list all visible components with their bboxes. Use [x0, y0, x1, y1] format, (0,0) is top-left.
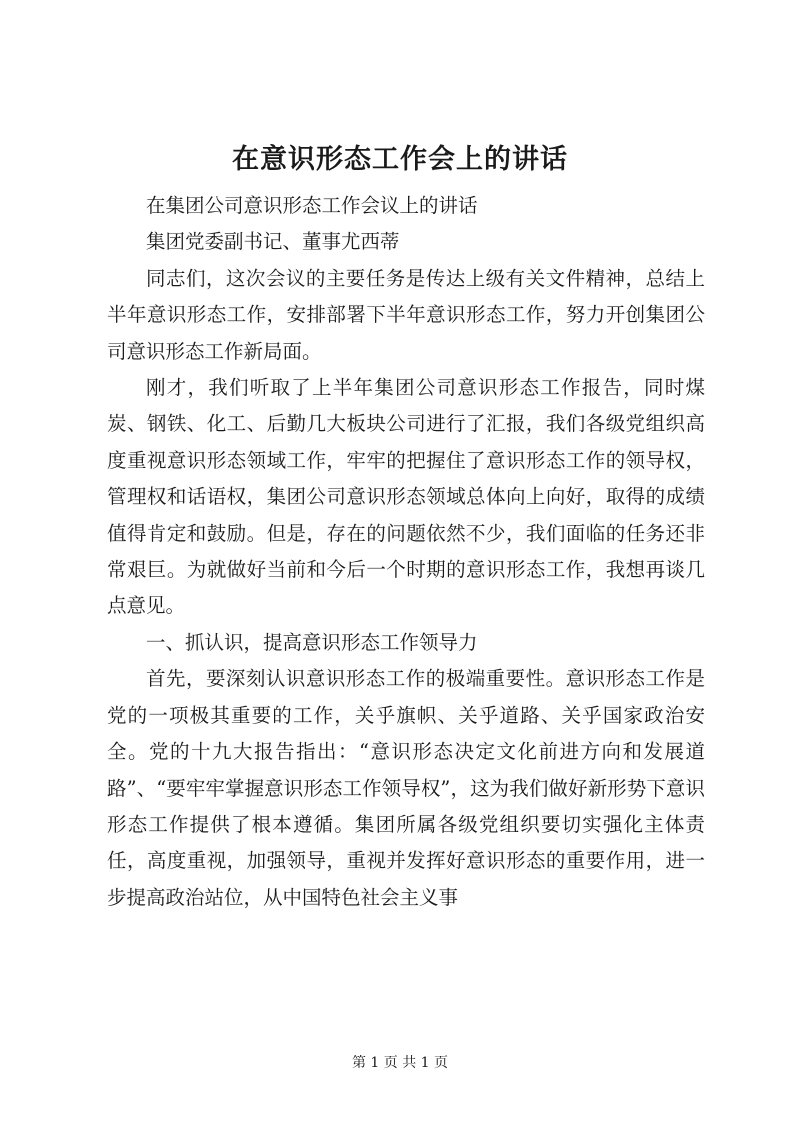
document-body	[107, 188, 705, 916]
page-footer: 第 1 页 共 1 页	[351, 1055, 449, 1071]
body-paragraph: 同志们，这次会议的主要任务是传达上级有关文件精神，总结上半年意识形态工作，安排部署下半年意识形态工作，努力开创集团公司意识形态工作新局面。	[107, 266, 705, 363]
speech-subtitle: 在集团公司意识形态工作会议上的讲话	[146, 194, 478, 217]
body-paragraph: 刚才，我们听取了上半年集团公司意识形态工作报告，同时煤炭、钢铁、化工、后勤几大板块公司进行了汇报，我们各级党组织高度重视意识形态领域工作，牢牢的把握住了意识形态工作的领导权，管理权和话语权，集团公司意识形态领域总体向上向好，取得的成绩值得肯定和鼓励。但是，存在的问题依然不少，我们面临的任务还非常艰巨。为就做好当前和今后一个时期的意识形态工作，我想再谈几点意见。	[107, 376, 705, 618]
document-title: 在意识形态工作会上的讲话	[232, 144, 568, 175]
speaker-line: 集团党委副书记、董事尤西蒂	[146, 230, 400, 254]
section-heading: 一、抓认识，提高意识形态工作领导力	[146, 630, 478, 654]
body-paragraph: 首先，要深刻认识意识形态工作的极端重要性。意识形态工作是党的一项极其重要的工作，关乎旗帜、关乎道路、关乎国家政治安全。党的十九大报告指出：“意识形态决定文化前进方向和发展道路”、“要牢牢掌握意识形态工作领导权”，这为我们做好新形势下意识形态工作提供了根本遵循。集团所属各级党组织要切实强化主体责任，高度重视，加强领导，重视并发挥好意识形态的重要作用，进一步提高政治站位，从中国特色社会主义事	[107, 667, 705, 909]
